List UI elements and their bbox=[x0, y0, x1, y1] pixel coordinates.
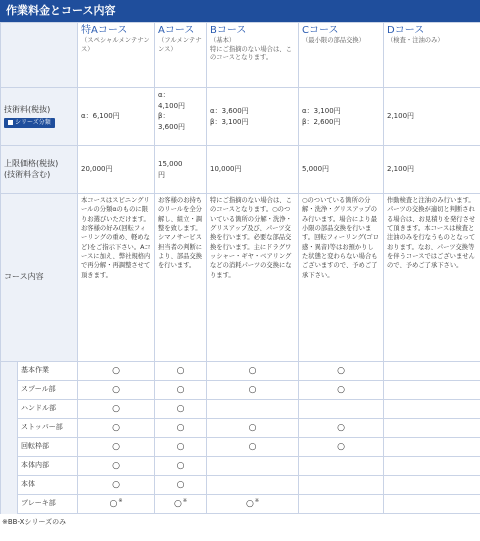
mark: ○ bbox=[112, 460, 120, 471]
mark: ○ bbox=[337, 422, 345, 433]
mark: ○ bbox=[176, 403, 185, 414]
series-button-label: シリーズ分類 bbox=[15, 119, 51, 127]
course-content-text: 本コースはスピニングリールの分類αのものに限りお選びいただけます。お客様の好み(回転フィーリングの重め、軽めなど)をご指示下さい。Aコースに加え、弊社規格内で再分解・再調整させて頂きます。 bbox=[78, 194, 155, 362]
course-header-B bbox=[207, 23, 299, 88]
mark-cell bbox=[155, 362, 207, 381]
mark-cell bbox=[155, 400, 207, 419]
mark-cell bbox=[384, 381, 480, 400]
mark-cell bbox=[155, 381, 207, 400]
mark: ○ bbox=[248, 365, 257, 376]
mark-cell bbox=[207, 362, 299, 381]
mark: ○ bbox=[112, 422, 120, 433]
limit-price-label: 上限価格(税抜) (技術料含む) bbox=[1, 146, 78, 194]
mark-cell bbox=[78, 495, 155, 514]
mark-cell bbox=[299, 362, 384, 381]
mark-cell bbox=[384, 438, 480, 457]
footnote-mark: ※ bbox=[118, 497, 123, 504]
course-content-text: ○のついている箇所の分解・洗浄・グリスアップのみ行います。場合により最小限の部品交換を行います。回転フィーリング(ゴロ感・異音)等はお預かりした状態と変わらない場合もございますので、予めご了承下さい。 bbox=[299, 194, 384, 362]
mark: ○ bbox=[112, 479, 120, 490]
mark: ○ bbox=[176, 460, 185, 471]
course-header-tokuA bbox=[78, 23, 155, 88]
mark: ○ bbox=[173, 498, 182, 509]
mark: ○ bbox=[176, 422, 185, 433]
mark: ○ bbox=[176, 384, 185, 395]
mark: ○ bbox=[337, 384, 345, 395]
footnote-mark: ※ bbox=[254, 497, 260, 504]
mark: ○ bbox=[245, 498, 254, 509]
part-row bbox=[1, 495, 480, 514]
parts-side-cell bbox=[1, 362, 18, 514]
mark-cell bbox=[299, 495, 384, 514]
part-name: 基本作業 bbox=[18, 362, 78, 381]
limit-price: 10,000円 bbox=[207, 146, 299, 194]
course-name: Aコース bbox=[158, 25, 195, 36]
mark: ○ bbox=[248, 384, 257, 395]
square-icon bbox=[8, 120, 13, 125]
course-header-row bbox=[1, 23, 480, 88]
part-name: ブレーキ部 bbox=[18, 495, 78, 514]
course-content-label: コース内容 bbox=[1, 194, 78, 362]
limit-price: 20,000円 bbox=[78, 146, 155, 194]
course-content-text: お客様のお持ちのリールを全分解し、組立・調整を致します。シマノサービス担当者の判断により、部品交換を行います。 bbox=[155, 194, 207, 362]
part-name: 回転枠部 bbox=[18, 438, 78, 457]
mark: ○ bbox=[248, 422, 257, 433]
mark-cell bbox=[78, 419, 155, 438]
mark-cell bbox=[207, 400, 299, 419]
tech-price: 2,100円 bbox=[384, 88, 480, 146]
part-row bbox=[1, 438, 480, 457]
limit-price-row bbox=[1, 146, 480, 194]
part-row bbox=[1, 381, 480, 400]
footnote-mark: ※ bbox=[182, 497, 188, 504]
mark: ○ bbox=[337, 441, 345, 452]
mark-cell bbox=[299, 381, 384, 400]
part-row bbox=[1, 419, 480, 438]
course-sub: （最小限の部品交換） bbox=[302, 37, 365, 44]
course-table bbox=[0, 22, 480, 514]
course-header-A bbox=[155, 23, 207, 88]
course-name: Dコース bbox=[387, 25, 425, 36]
mark-cell bbox=[155, 419, 207, 438]
course-name: Bコース bbox=[210, 25, 247, 36]
mark-cell bbox=[155, 476, 207, 495]
mark-cell bbox=[78, 476, 155, 495]
mark: ○ bbox=[112, 384, 120, 395]
mark-cell bbox=[78, 400, 155, 419]
part-row bbox=[1, 362, 480, 381]
part-row bbox=[1, 400, 480, 419]
tech-fee-label: 技術料(税抜) bbox=[4, 104, 51, 114]
mark-cell bbox=[384, 400, 480, 419]
mark-cell bbox=[384, 362, 480, 381]
mark-cell bbox=[155, 495, 207, 514]
course-header-D bbox=[384, 23, 480, 88]
mark-cell bbox=[207, 419, 299, 438]
mark-cell bbox=[299, 476, 384, 495]
mark-cell bbox=[384, 457, 480, 476]
mark: ○ bbox=[337, 365, 345, 376]
mark-cell bbox=[299, 438, 384, 457]
footnote: ※BB-Xシリーズのみ bbox=[2, 518, 67, 526]
mark-cell bbox=[384, 476, 480, 495]
limit-price: 5,000円 bbox=[299, 146, 384, 194]
mark-cell bbox=[155, 457, 207, 476]
course-name: Cコース bbox=[302, 25, 339, 36]
course-content-text: 作動検査と注油のみ行います。パーツの交換が適切と判断される場合は、お見積りを発行させて頂きます。本コースは検査と注油のみを行なうものとなっております。なお、パーツ交換等を伴うコースではございませんので、予めご了承下さい。 bbox=[384, 194, 480, 362]
mark-cell bbox=[78, 457, 155, 476]
mark-cell bbox=[299, 400, 384, 419]
part-row bbox=[1, 457, 480, 476]
course-sub: （フルメンテナンス） bbox=[158, 37, 202, 53]
part-row bbox=[1, 476, 480, 495]
mark-cell bbox=[207, 381, 299, 400]
part-name: 本体 bbox=[18, 476, 78, 495]
part-name: スプール部 bbox=[18, 381, 78, 400]
limit-price: 15,000 円 bbox=[155, 146, 207, 194]
mark-cell bbox=[207, 495, 299, 514]
course-sub: （スペシャルメンテナンス） bbox=[81, 37, 150, 53]
mark: ○ bbox=[248, 441, 257, 452]
limit-price: 2,100円 bbox=[384, 146, 480, 194]
mark-cell bbox=[384, 495, 480, 514]
tech-fee-row bbox=[1, 88, 480, 146]
course-sub: （検査・注油のみ） bbox=[387, 37, 444, 44]
mark: ○ bbox=[112, 365, 120, 376]
corner-cell bbox=[1, 23, 78, 88]
mark-cell bbox=[78, 438, 155, 457]
mark: ○ bbox=[112, 403, 120, 414]
mark-cell bbox=[155, 438, 207, 457]
mark: ○ bbox=[176, 479, 185, 490]
tech-price: α：6,100円 bbox=[78, 88, 155, 146]
part-name: 本体内部 bbox=[18, 457, 78, 476]
mark-cell bbox=[207, 457, 299, 476]
mark-cell bbox=[78, 362, 155, 381]
part-name: ストッパー部 bbox=[18, 419, 78, 438]
mark-cell bbox=[207, 476, 299, 495]
tech-price: α：3,600円 β：3,100円 bbox=[207, 88, 299, 146]
mark-cell bbox=[207, 438, 299, 457]
mark-cell bbox=[384, 419, 480, 438]
mark: ○ bbox=[176, 365, 185, 376]
mark: ○ bbox=[112, 441, 120, 452]
mark-cell bbox=[78, 381, 155, 400]
mark-cell bbox=[299, 457, 384, 476]
mark: ○ bbox=[109, 498, 118, 509]
series-button[interactable] bbox=[4, 118, 55, 128]
course-content-row bbox=[1, 194, 480, 362]
part-name: ハンドル部 bbox=[18, 400, 78, 419]
page-title: 作業料金とコース内容 bbox=[0, 0, 480, 22]
mark-cell bbox=[299, 419, 384, 438]
tech-price: α： 4,100円 β： 3,600円 bbox=[155, 88, 207, 146]
course-name: 特Aコース bbox=[81, 25, 128, 36]
course-header-C bbox=[299, 23, 384, 88]
tech-fee-label-cell bbox=[1, 88, 78, 146]
course-sub: （基本） 特にご指摘のない場合は、このコースとなります。 bbox=[210, 37, 292, 61]
mark: ○ bbox=[176, 441, 185, 452]
course-content-text: 特にご指摘のない場合は、このコースとなります。○のついている箇所の分解・洗浄・グリスアップ及び、パーツ交換を行います。必要な部品交換を行います。主にドラグワッシャー・ギヤ・ベアリングなどの消耗パーツの交換になります。 bbox=[207, 194, 299, 362]
tech-price: α：3,100円 β：2,600円 bbox=[299, 88, 384, 146]
